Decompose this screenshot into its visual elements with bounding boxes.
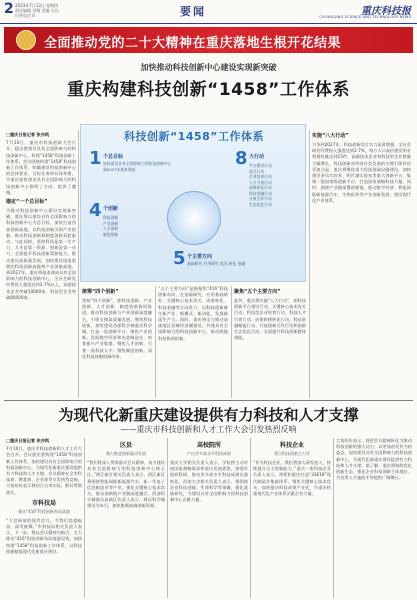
masthead-meta [15, 3, 85, 18]
infographic-number: 8 [235, 148, 248, 169]
infographic-lines: 加快建设具有全国影响力的科技创新中心 到2027年基本建成 [103, 161, 172, 172]
article1-col2-subhead: 统筹“四个创新” [82, 289, 119, 295]
infographic-center-icon [167, 191, 221, 245]
infographic-title: 科技创新“1458”工作体系 [123, 130, 265, 143]
article2-col3 [170, 438, 248, 598]
article1-col2-text: 坚持“四个创新”，即科技创新、产业创新、人才创新、制度创新协同推进，推动科技创新与产业创新深度融合，引领支撑高质量发展。聚焦科技创新，加快建设西部科学城重庆科学城，打造一流创新平台；聚焦产业创新，发展数字经济和先进制造业，培育新兴产业集群；聚焦人才创新，引育一流科技人才；聚焦制度创新，深化科技体制机制改革。 [82, 298, 152, 359]
article2-col2 [87, 438, 165, 598]
section-name: 要闻 [180, 5, 206, 18]
party-emblem-icon [16, 30, 36, 50]
article1-title: 重庆构建科技创新“1458”工作体系 [67, 80, 350, 100]
infographic-label: 个创新 [103, 206, 119, 212]
column-divider [231, 286, 232, 398]
article2-col4-text: “作为科技企业，我们将加大研发投入，持续提升自主创新能力。”重庆一家科技企业负责人表示，将紧扣重庆打造“33618”现代制造业集群体系，聚焦关键核心技术攻关，加快推动科技成果产业化，为重庆构建现代化产业体系贡献企业力量。 [253, 460, 331, 497]
article2-subtitle: ——重庆市科技创新和人才工作大会引发热烈反响 [120, 425, 297, 434]
article2-col4 [253, 438, 331, 598]
article2-col1-subdesc: 推动“416”科技创新布局落地 [18, 508, 70, 514]
article1-col5-subhead: 实施“八大行动” [312, 133, 349, 139]
article1-col1-subhead: 锚定“一个总目标” [6, 199, 48, 206]
article2-col2-text: “我们将深入贯彻落实会议精神，奋力建设具有全国影响力的科技创新中心核心区。”两江新区相关负责人表示，两江新区将围绕智能网联新能源汽车、新一代电子信息制造业等产业，强化关键核心技术攻关，推动创新链产业链深度融合。西部科学城重庆高新区负责人表示，将以科学城建设为牵引，加快集聚高端创新资源。 [87, 460, 165, 509]
article2-col5 [336, 438, 412, 598]
article1-col3-text: “五个主要方向”是指聚焦“416”科技创新布局，在基础研究、应用基础研究、关键核心技术攻关、成果转化、科技金融等方向发力，以科技创新催生新产业、新模式、新动能，发展新质生产力。同时，重庆将全力推动成渝地区双城经济圈建设，共建具有全国影响力的科技创新中心，推动两地科技协同创新。 [158, 286, 228, 341]
article1-col2 [82, 286, 152, 398]
article2-col1-subhead: 市科技局 [31, 499, 56, 507]
article2-col3-subdesc: 产出更多高水平科技成果 [187, 451, 231, 456]
article1-kicker: 加快推动科技创新中心建设实现新突破 [140, 62, 277, 72]
paper-name-en: CHONGQING SCIENCE AND TECHNOLOGY NEWS [319, 15, 411, 19]
infographic-lines: 平台建设行动 攻关行动 企业培育行动 人才引育行动 成果转化行动 科技金融行动 开放合作行动 生态优化行动 [249, 163, 272, 207]
article2-col3-subhead: 高校院所 [196, 442, 221, 449]
article1-col1-text2: 为推动科技创新中心建设实现新突破，重庆将以建设具有全国影响力的科技创新中心为总目标，加快打造西部创新高地，以科技创新引领产业创新，推动科技创新和制度创新双轮驱动。与此同时，坚持科技是第一生产力、人才是第一资源、创新是第一动力，全面提升科技创新策源能力，推动重庆高质量发展，加快建设国家重要的科技创新高地和产业创新高地。到2027年，重庆将基本建成具有全国影响力的科技创新中心，全社会研发经费投入强度达到2.7%以上，高新技术企业突破10000家，科技型企业突破80000家。 [6, 208, 76, 300]
column-divider [84, 438, 85, 598]
infographic-number: 5 [173, 248, 186, 269]
article1-col3 [158, 286, 228, 398]
article2-title: 为现代化新重庆建设提供有力科技和人才支撑 [58, 406, 359, 424]
meta-line: 2023年7月13日 星期四 [15, 3, 59, 8]
article2-col2-subdesc: 聚力推进创新驱动发展 [106, 451, 146, 456]
article1-byline: □重庆日报记者 张亦筑 [6, 132, 50, 137]
infographic-lines: 基础研究 应用研究 攻关 转化 金融 [187, 261, 246, 266]
column-divider [250, 438, 251, 598]
article2-col1-text2: “大会释放的强烈信号，令我们倍感振奋、深受鼓舞。”市科技局相关负责人表示，下一步，将以会议精神为指引，全力推动“416”科技创新布局落地见效，加快构建“1458”科技创新工作体系，以科技创新赋能现代化新重庆建设。 [6, 517, 82, 554]
article2-col4-subdesc: 勇当科技创新主力军 [274, 451, 310, 456]
meta-line: 出售电话 0 [15, 13, 35, 18]
article2-col4-subhead: 科技企业 [279, 442, 304, 449]
article2-col3-text: 重庆大学相关负责人表示，学校将主动对接国家战略需求和重庆发展需要，加强有组织科研，推动更多高水平科技成果在渝转化。西南大学相关负责人表示，将围绕农业科技创新、生命科学等领域，强化基础研究，为建设具有全国影响力的科技创新中心贡献力量。 [170, 460, 248, 503]
infographic [80, 124, 306, 282]
article2-col2-subhead: 区县 [119, 442, 132, 449]
infographic-label: 大行动 [249, 154, 265, 160]
article1-col5 [312, 130, 411, 398]
column-divider [333, 438, 334, 598]
column-divider [309, 130, 310, 398]
infographic-label: 个主要方向 [187, 254, 213, 260]
infographic-lines: 科技创新 产业创新 人才创新 制度创新 [103, 215, 119, 237]
meta-line: 责任编辑 刘翔 美编 丰山 [15, 8, 59, 13]
banner-text: 全面推动党的二十大精神在重庆落地生根开花结果 [44, 36, 342, 51]
article1-col4 [234, 286, 306, 398]
page-number: 2 [4, 1, 14, 17]
red-banner [4, 27, 413, 53]
infographic-number: 1 [89, 148, 102, 169]
masthead [0, 0, 417, 24]
article1-col1-text: 7月10日，重庆市科技创新大会召开，提出要建设具有全国影响力的科技创新中心，构建“1458”科技创新工作体系。会议围绕构建“1458”科技创新工作体系，明确建设科技创新中心的总体要求、目标任务和具体举措，为重庆加快建设具有全国影响力的科技创新中心指明了方向、提供了遵循。 [6, 140, 76, 195]
infographic-grid [87, 145, 301, 277]
article1-col5-text: 力争到2027年，科技创新综合实力显著增强，全社会研发经费投入强度达到2.7%，每万人口高价值发明专利拥有量达到15件，高新技术企业和科技型企业数量大幅增长，科技创新对经济社会发展的支撑引领作用更加凸显。重庆将聚焦重大科技基础设施建设，加快建设金凤实验室、明月湖实验室等重大创新平台，集聚一批国家级创新平台，打造国家战略科技力量。同时，围绕产业链部署创新链，推动数字经济、智能网联新能源汽车、生物医药等产业创新发展，建设现代化产业体系。 [312, 142, 411, 203]
column-divider [78, 130, 79, 398]
infographic-number: 4 [89, 200, 102, 221]
column-divider [155, 286, 156, 398]
article1-col4-text: 此外，重庆将实施“八大行动”，即科技创新平台建设行动、关键核心技术攻关行动、科技型企业培育行动、科技人才引育行动、成果转移转化行动、科技金融赋能行动、开放创新合作行动和创新生态优化行动，全面提升科技创新整体效能。 [234, 298, 306, 341]
article2-col1 [6, 438, 82, 598]
column-divider [167, 438, 168, 598]
paper-name: 重庆科技报 [361, 6, 411, 17]
article1-col3-subhead: 聚焦“五个主要方向” [234, 289, 281, 295]
article2-byline: □重庆日报记者 张亦筑 [6, 438, 50, 443]
article-separator [4, 400, 413, 401]
article1-col1 [6, 132, 76, 398]
article2-col1-text: 7月10日，重庆市科技创新和人才工作大会召开。会议提出要构建“1458”科技创新工作体系，加快建设具有全国影响力的科技创新中心，为现代化新重庆建设提供有力科技和人才支撑。会议精神在全市科技界、教育界、企业界等引发热烈反响，大家纷纷表示将结合自身实际，抓好贯彻落实。 [6, 446, 82, 495]
article2-col5-text: 大家纷纷表示，将把会议精神转化为推动科技创新的强大动力，以更加奋发有为的姿态，加快建设具有全国影响力的科技创新中心，为现代化新重庆建设提供有力科技和人才支撑。据了解，重庆将持续优化创新生态，强化企业科技创新主体地位，为各类人才施展才华提供广阔舞台。 [336, 438, 412, 481]
infographic-label: 个总目标 [103, 154, 124, 160]
